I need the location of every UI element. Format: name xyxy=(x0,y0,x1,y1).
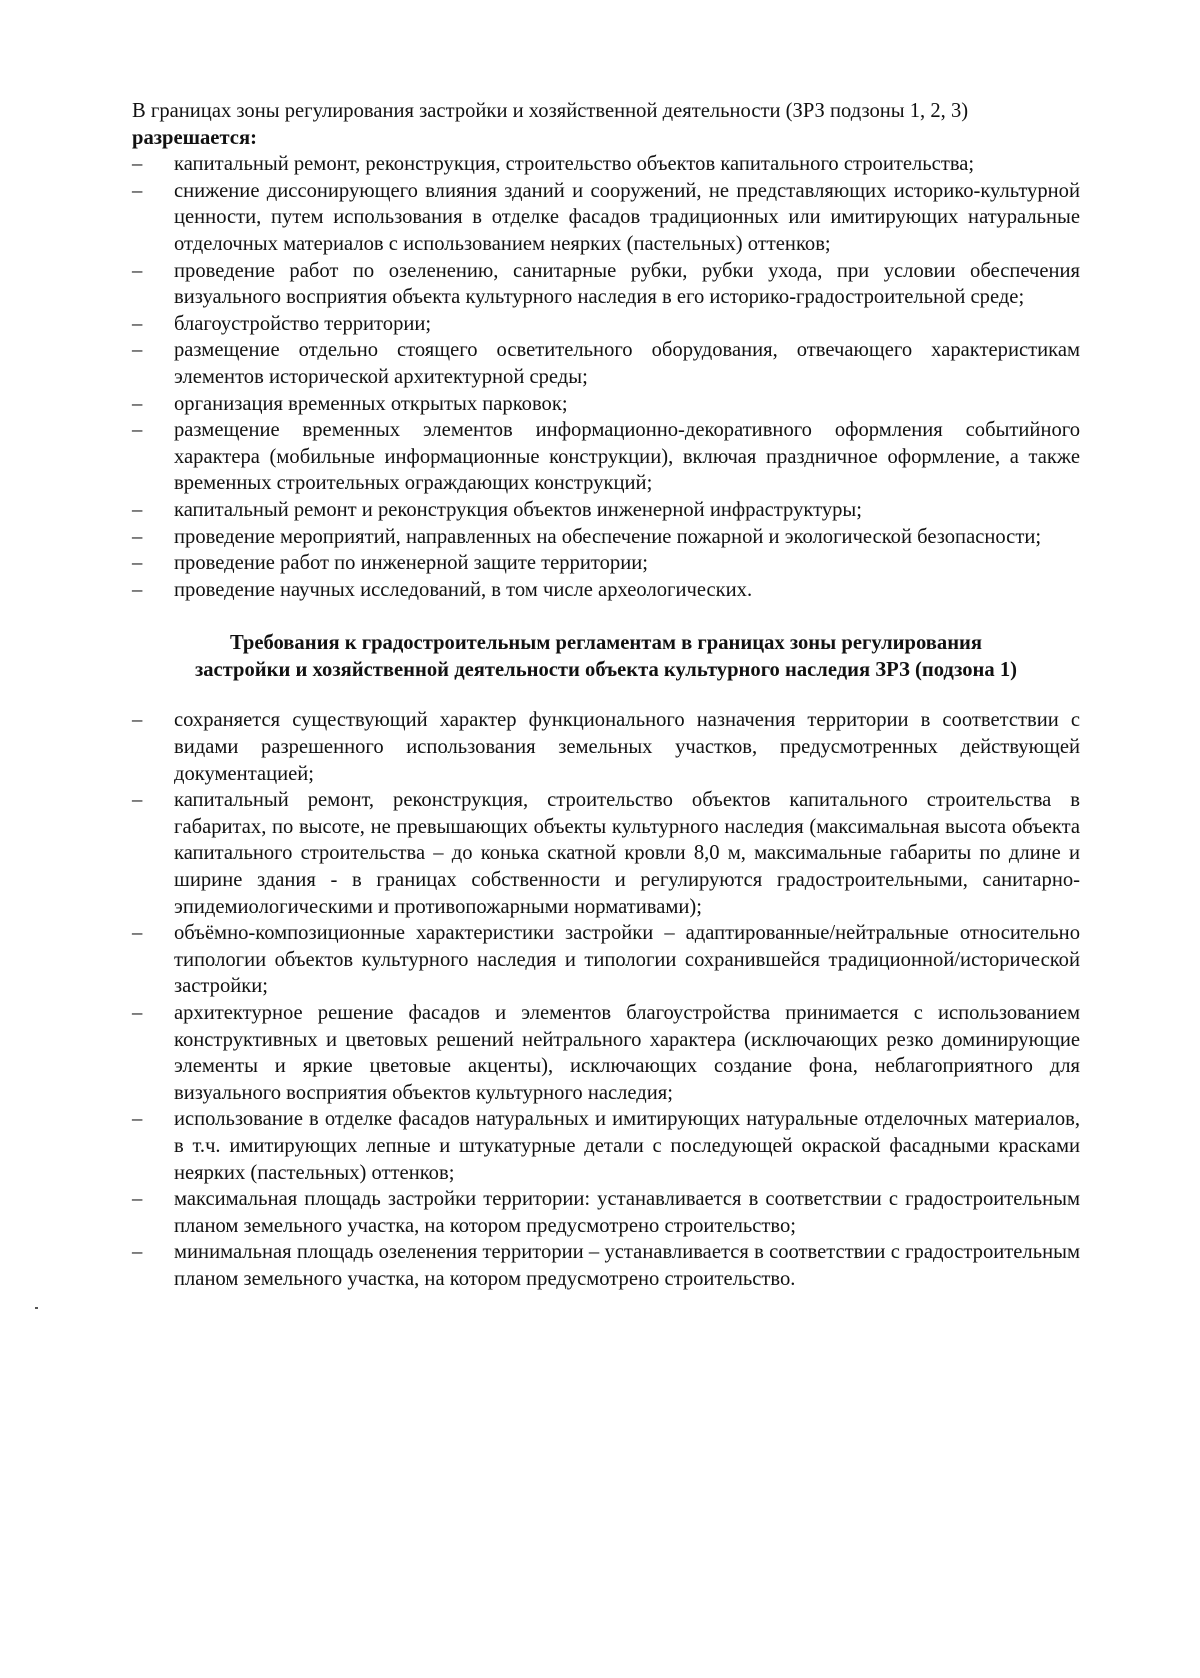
list-item-text: проведение работ по озеленению, санитарные рубки, рубки ухода, при условии обеспечения визуального восприятия объекта культурного наследия в его историко-градостроительной среде; xyxy=(174,259,1080,309)
dash-bullet: – xyxy=(132,552,143,575)
list-item-text: архитектурное решение фасадов и элементов благоустройства принимается с использованием конструктивных и цветовых решений нейтрального характера (исключающих резко доминирующие элементы и яркие цветовые акценты), исключающих создание фона, неблагоприятного для визуального восприятия объектов культурного наследия; xyxy=(174,1002,1080,1104)
intro-paragraph xyxy=(132,98,1080,151)
list-item xyxy=(132,550,1080,577)
list-item-text: проведение работ по инженерной защите территории; xyxy=(174,552,648,575)
list-item-text: использование в отделке фасадов натуральных и имитирующих натуральные отделочных материалов, в т.ч. имитирующих лепные и штукатурные детали с последующей окраской фасадными красками неярких (пастельных) оттенков; xyxy=(174,1108,1080,1184)
list-item xyxy=(132,1106,1080,1186)
list-item xyxy=(132,920,1080,1000)
document-page xyxy=(132,98,1080,1293)
section-heading-line-1: Требования к градостроительным регламентам в границах зоны регулирования xyxy=(229,632,983,655)
list-item-text: размещение временных элементов информационно-декоративного оформления событийного характера (мобильные информационные конструкции), включая праздничное оформление, а также временных строительных ограждающих конструкций; xyxy=(174,419,1080,495)
list-item-text: сохраняется существующий характер функционального назначения территории в соответствии с видами разрешенного использования земельных участков, предусмотренных действующей документацией; xyxy=(174,709,1080,785)
list-item xyxy=(132,707,1080,787)
dash-bullet: – xyxy=(132,312,143,335)
dash-bullet: – xyxy=(132,392,143,415)
dash-bullet: – xyxy=(132,339,143,362)
dash-bullet: – xyxy=(132,153,143,176)
dash-bullet: – xyxy=(132,922,143,945)
dash-bullet: – xyxy=(132,1241,143,1264)
list-item-text: капитальный ремонт, реконструкция, строительство объектов капитального строительства; xyxy=(174,153,975,176)
list-item-text: благоустройство территории; xyxy=(174,312,432,335)
list-item xyxy=(132,1186,1080,1239)
dash-bullet: – xyxy=(132,1188,143,1211)
dash-bullet: – xyxy=(132,578,143,601)
list-item xyxy=(132,787,1080,920)
list-item-text: объёмно-композиционные характеристики застройки – адаптированные/нейтральные относительно типологии объектов культурного наследия и типологии сохранившейся традиционной/исторической застройки; xyxy=(174,922,1080,998)
dash-bullet: – xyxy=(132,498,143,521)
dash-bullet: – xyxy=(132,1108,143,1131)
list-item xyxy=(132,151,1080,178)
section-heading-line-2: застройки и хозяйственной деятельности объекта культурного наследия ЗРЗ (подзона 1) xyxy=(194,658,1018,681)
dash-bullet: – xyxy=(132,789,143,812)
list-item xyxy=(132,417,1080,497)
list-item-text: проведение мероприятий, направленных на обеспечение пожарной и экологической безопасности; xyxy=(174,525,1042,548)
list-item-text: капитальный ремонт, реконструкция, строительство объектов капитального строительства в габаритах, по высоте, не превышающих объекты культурного наследия (максимальная высота объекта капитального строительства – до конька скатной кровли 8,0 м, максимальные габариты по длине и ширине здания - в границах собственности и регулируются градостроительными, санитарно-эпидемиологическими и противопожарными нормативами); xyxy=(174,789,1080,918)
scan-speck xyxy=(35,1307,38,1309)
dash-bullet: – xyxy=(132,709,143,732)
list-item-text: капитальный ремонт и реконструкция объектов инженерной инфраструктуры; xyxy=(174,498,862,521)
list-item xyxy=(132,497,1080,524)
list-item xyxy=(132,178,1080,258)
list-item xyxy=(132,1000,1080,1106)
list-item xyxy=(132,337,1080,390)
list-item xyxy=(132,1239,1080,1292)
list-item-text: размещение отдельно стоящего осветительного оборудования, отвечающего характеристикам элементов исторической архитектурной среды; xyxy=(174,339,1080,388)
dash-bullet: – xyxy=(132,1002,143,1024)
intro-permitted-label: разрешается: xyxy=(132,126,257,149)
list-item-text: проведение научных исследований, в том числе археологических. xyxy=(174,578,753,601)
list-item xyxy=(132,524,1080,551)
list-item-text: организация временных открытых парковок; xyxy=(174,392,568,415)
dash-bullet: – xyxy=(132,259,143,282)
dash-bullet: – xyxy=(132,179,143,202)
dash-bullet: – xyxy=(132,419,143,442)
requirements-list xyxy=(132,707,1080,1292)
intro-text: В границах зоны регулирования застройки и хозяйственной деятельности (ЗРЗ подзоны 1, 2, 3) xyxy=(132,100,969,122)
list-item-text: минимальная площадь озеленения территории – устанавливается в соответствии с градостроительным планом земельного участка, на котором предусмотрено строительство. xyxy=(174,1241,1080,1290)
section-heading xyxy=(132,630,1080,683)
dash-bullet: – xyxy=(132,525,143,548)
list-item xyxy=(132,577,1080,604)
list-item-text: снижение диссонирующего влияния зданий и сооружений, не представляющих историко-культурной ценности, путем использования в отделке фасадов традиционных или имитирующих натуральные отделочных материалов с использованием неярких (пастельных) оттенков; xyxy=(174,179,1080,255)
permitted-activities-list xyxy=(132,151,1080,603)
list-item-text: максимальная площадь застройки территории: устанавливается в соответствии с градостроительным планом земельного участка, на котором предусмотрено строительство; xyxy=(174,1188,1080,1237)
list-item xyxy=(132,258,1080,311)
list-item xyxy=(132,391,1080,418)
list-item xyxy=(132,311,1080,338)
